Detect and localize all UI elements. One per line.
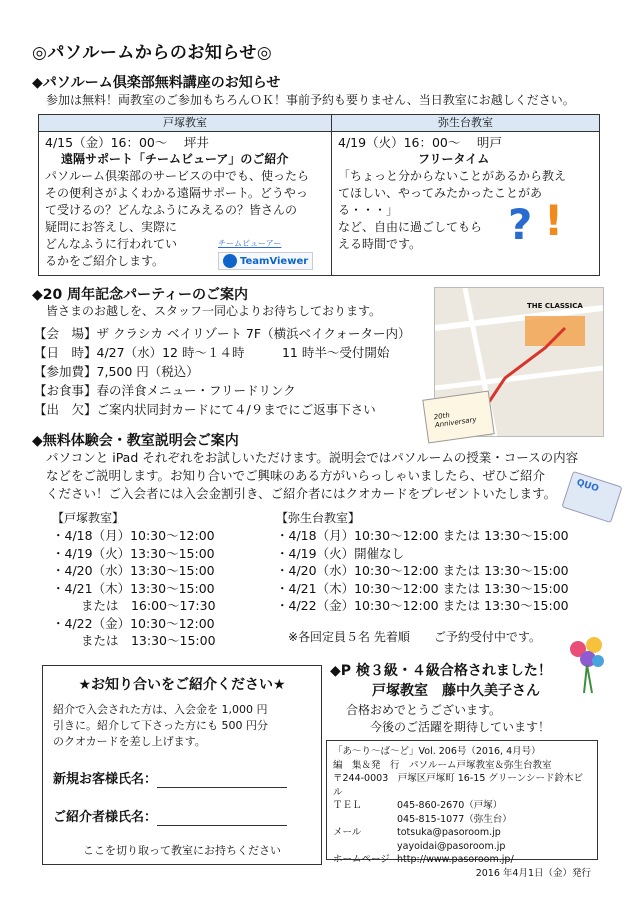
trial-body	[46, 449, 578, 503]
seminar-totsuka-body-4: どんなふうに行われてい	[45, 237, 178, 251]
datetime-label: 【日 時】	[34, 345, 97, 360]
seminar-totsuka-body-0: パソルーム倶楽部のサービスの中でも、使ったら	[45, 169, 310, 183]
flowers-image	[566, 635, 608, 695]
seminar-table	[38, 114, 600, 276]
seminar-yayoidai-body-1: てほしい、やってみたかったことがある・・・」	[338, 186, 543, 217]
seminar-totsuka-subtitle: 遠隔サポート「チームビューア」のご紹介	[61, 152, 289, 166]
info-publisher: 編 集＆発 行 パソルーム戸塚教室＆弥生台教室	[333, 759, 552, 771]
new-customer-field[interactable]	[43, 750, 321, 788]
teamviewer-logo-text: TeamViewer	[240, 255, 309, 267]
referrer-field[interactable]	[43, 788, 321, 826]
info-mail-label: メール	[333, 827, 362, 838]
trial-note: ※各回定員５名 先着順 ご予約受付中です。	[288, 629, 541, 644]
venue-value: ザ クラシカ ベイリゾート 7F（横浜ベイクォーター内）	[96, 326, 411, 341]
teamviewer-logo	[218, 238, 313, 270]
meal-label: 【お食事】	[34, 383, 97, 398]
trial-yayoidai-3: ・4/21（木）10:30～12:00 または 13:30～15:00	[276, 580, 569, 596]
rsvp-value: ご案内状同封カードにて４/９までにご返事下さい	[96, 402, 376, 417]
seminar-totsuka-body-3: 疑問にお答えし、実際に	[45, 220, 178, 234]
meal-value: 春の洋食メニュー・フリードリンク	[96, 383, 296, 398]
seminar-yayoidai-room: 弥生台教室	[332, 115, 599, 132]
rsvp-label: 【出 欠】	[34, 402, 97, 417]
anniversary-card-text: 20th Anniversary	[433, 411, 477, 430]
info-web-link[interactable]: http://www.pasoroom.jp/	[397, 854, 514, 865]
info-issue: 「あ～り～ば～ど」Vol. 206号（2016, 4月号）	[333, 746, 541, 757]
map-venue-label: THE CLASSICA	[527, 302, 583, 310]
seminar-totsuka-body-2: て受けるの？どんなふうにみえるの？皆さんの	[45, 203, 298, 217]
info-mail-2[interactable]: yayoidai@pasoroom.jp	[397, 840, 506, 852]
seminar-totsuka-room: 戸塚教室	[39, 115, 331, 132]
venue-label: 【会 場】	[34, 326, 97, 341]
fee-label: 【参加費】	[34, 364, 97, 379]
info-tel-1: 045-860-2670（戸塚）	[397, 800, 503, 811]
seminar-yayoidai-body-0: 「ちょっと分からないことがあるから教え	[338, 169, 567, 183]
referrer-line[interactable]	[157, 810, 287, 826]
datetime-value: 4/27（水）12 時～１４時 11 時半～受付開始	[96, 345, 390, 360]
seminar-totsuka-body-1: その便利さがよくわかる遠隔サポート。どうやっ	[45, 186, 308, 200]
info-tel-2: 045-815-1077（弥生台）	[397, 813, 512, 825]
trial-totsuka-3: ・4/21（木）13:30～15:00	[52, 580, 215, 596]
trial-yayoidai-0: ・4/18（月）10:30～12:00 または 13:30～15:00	[276, 528, 569, 543]
teamviewer-caption: チームビューアー	[218, 239, 282, 248]
trial-heading: ◆無料体験会・教室説明会ご案内	[32, 433, 239, 449]
referral-body-0: 紹介で入会された方は、入会金を 1,000 円	[53, 703, 268, 716]
quo-card-text: QUO	[575, 477, 600, 495]
trial-totsuka-title: 【戸塚教室】	[52, 511, 125, 525]
seminar-yayoidai-body-2: など、自由に過ごしてもら	[338, 220, 483, 234]
quo-card-image	[561, 471, 622, 523]
trial-body-2: ください！ご入会者には入会金割引き、ご紹介者にはクオカードをプレゼントいたします。	[46, 486, 557, 501]
referral-footer: ここを切り取って教室にお持ちください	[83, 844, 281, 857]
fee-value: 7,500 円（税込）	[96, 364, 199, 379]
seminar-totsuka-body-5: るかをご紹介します。	[45, 254, 165, 268]
referral-coupon	[42, 665, 322, 865]
seminar-totsuka-date: 4/15（金）16：00～ 坪井	[45, 135, 209, 150]
trial-totsuka-2: ・4/20（水）13:30～15:00	[52, 563, 215, 578]
party-lead: 皆さまのお越しを、スタッフ一同心よりお待ちしております。	[46, 304, 382, 318]
seminar-lead: 参加は無料！両教室のご参加もちろんＯＫ！事前予約も要りません、当日教室にお越しください。	[46, 93, 575, 107]
trial-totsuka-4: または 16:00～17:30	[52, 598, 216, 613]
info-mail-1[interactable]: totsuka@pasoroom.jp	[397, 827, 501, 838]
seminar-heading: ◆パソルーム倶楽部無料講座のお知らせ	[32, 75, 281, 91]
info-date: 2016 年4月1日（金）発行	[475, 867, 591, 879]
pexam-name: 戸塚教室 藤中久美子さん	[372, 683, 540, 699]
referral-body-2: のクオカードを差し上げます。	[53, 735, 206, 748]
trial-yayoidai-4: ・4/22（金）10:30～12:00 または 13:30～15:00	[276, 598, 569, 613]
seminar-yayoidai	[332, 115, 599, 275]
publication-info	[326, 740, 598, 879]
referral-title: ★お知り合いをご紹介ください★	[78, 677, 286, 693]
trial-yayoidai	[276, 510, 569, 646]
question-icon: ?	[508, 200, 533, 249]
seminar-yayoidai-date: 4/19（火）16：00～ 明戸	[338, 135, 502, 150]
referrer-label: ご紹介者様氏名：	[53, 810, 158, 825]
trial-yayoidai-2: ・4/20（水）10:30～12:00 または 13:30～15:00	[276, 563, 569, 578]
party-details	[34, 324, 410, 419]
seminar-yayoidai-body-3: える時間です。	[338, 237, 422, 251]
seminar-yayoidai-subtitle: フリータイム	[418, 152, 490, 166]
teamviewer-icon	[223, 254, 237, 268]
pexam-message-1: 合格おめでとうございます。	[346, 703, 502, 717]
party-heading: ◆20 周年記念パーティーのご案内	[32, 287, 249, 303]
referral-body-1: 引きに。紹介して下さった方にも 500 円分	[53, 719, 268, 732]
trial-totsuka-5: ・4/22（金）10:30～12:00	[52, 615, 215, 631]
trial-totsuka-1: ・4/19（火）13:30～15:00	[52, 545, 215, 561]
trial-totsuka-6: または 13:30～15:00	[52, 633, 216, 648]
pexam-heading: ◆P 検３級・４級合格されました！	[330, 663, 552, 679]
info-tel-label: ＴＥＬ	[333, 800, 362, 811]
pexam-message-2: 今後のご活躍を期待しています！	[370, 720, 551, 734]
page-title: ◎パソルームからのお知らせ◎	[32, 43, 273, 63]
trial-body-0: パソコンと iPad それぞれをお試しいただけます。説明会ではパソルームの授業・コースの内容	[46, 450, 579, 465]
exclamation-icon: !	[544, 196, 564, 245]
trial-yayoidai-title: 【弥生台教室】	[276, 511, 361, 525]
anniversary-card	[422, 391, 494, 444]
trial-totsuka	[52, 510, 216, 650]
new-customer-label: 新規お客様氏名：	[53, 772, 158, 787]
trial-totsuka-0: ・4/18（月）10:30～12:00	[52, 528, 215, 543]
trial-body-1: などをご説明します。お知り合いでご興味のある方がいらっしゃいましたら、ぜひご紹介	[46, 468, 546, 483]
trial-yayoidai-1: ・4/19（火）開催なし	[276, 545, 405, 561]
new-customer-line[interactable]	[157, 772, 287, 788]
info-web-label: ホームページ	[333, 854, 390, 865]
info-address: 〒244-0003 戸塚区戸塚町 16-15 グリーンシード鈴木ビル	[333, 773, 583, 798]
